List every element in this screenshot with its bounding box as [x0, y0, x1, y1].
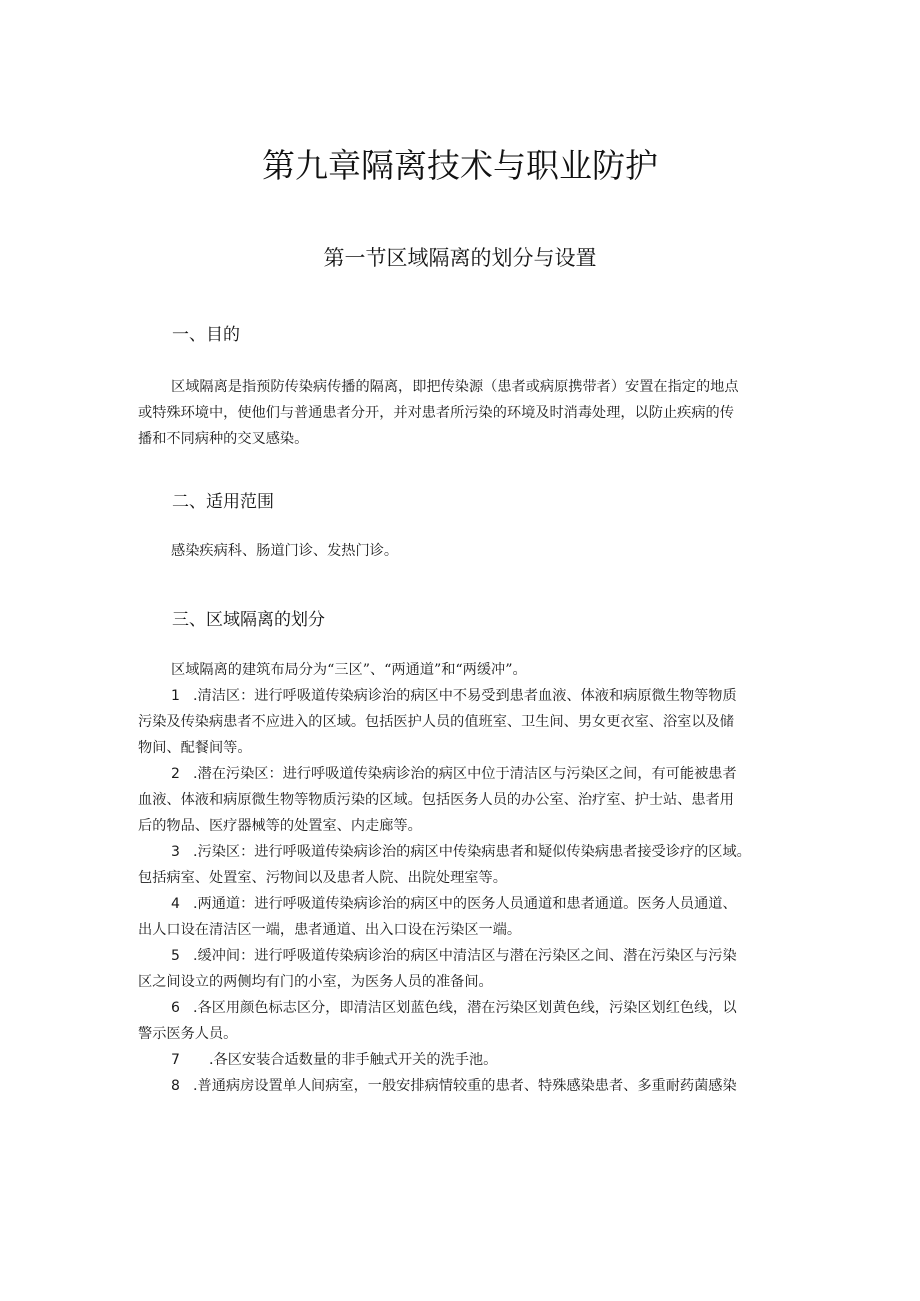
list-number: 6 [171, 1000, 180, 1016]
paragraph-intro: 区域隔离的建筑布局分为“三区”、“两通道”和“两缓冲”。 [171, 662, 527, 678]
paragraph-line: 播和不同病种的交叉感染。 [138, 431, 309, 447]
paragraph-line: 污染及传染病患者不应进入的区域。包括医护人员的值班室、卫生间、男女更衣室、浴室以及储 [138, 714, 734, 730]
paragraph-line: 区之间设立的两侧均有门的小室，为医务人员的准备间。 [138, 974, 493, 990]
list-item-text: .各区用颜色标志区分，即清洁区划蓝色线，潜在污染区划黄色线，污染区划红色线，以 [193, 1000, 737, 1016]
paragraph-line: 包括病室、处置室、污物间以及患者人院、出院处理室等。 [138, 870, 507, 886]
heading-purpose: 一、目的 [172, 325, 240, 345]
list-item-4 [138, 891, 798, 917]
section-title: 第一节区域隔离的划分与设置 [323, 246, 597, 270]
paragraph-line: 或特殊环境中，使他们与普通患者分开，并对患者所污染的环境及时消毒处理，以防止疾病的传 [138, 405, 734, 421]
chapter-title: 第九章隔离技术与职业防护 [262, 146, 658, 185]
paragraph-line: 感染疾病科、肠道门诊、发热门诊。 [171, 543, 399, 559]
list-item-5 [138, 943, 798, 969]
paragraph-line: 物间、配餐间等。 [138, 740, 252, 756]
heading-scope: 二、适用范围 [172, 492, 274, 512]
list-item-8 [138, 1073, 798, 1099]
list-item-1 [138, 683, 798, 709]
paragraph-line: 后的物品、医疗器械等的处置室、内走廊等。 [138, 818, 422, 834]
list-number: 4 [171, 896, 180, 912]
list-number: 8 [171, 1078, 180, 1094]
paragraph-line: 警示医务人员。 [138, 1026, 238, 1042]
list-item-text: .潜在污染区：进行呼吸道传染病诊治的病区中位于清洁区与污染区之间，有可能被患者 [193, 766, 737, 782]
paragraph-scope [138, 538, 798, 564]
list-item-text: .两通道：进行呼吸道传染病诊治的病区中的医务人员通道和患者通道。医务人员通道、 [193, 896, 737, 912]
list-item-text: .缓冲间：进行呼吸道传染病诊治的病区中清洁区与潜在污染区之间、潜在污染区与污染 [193, 948, 737, 964]
list-number: 5 [171, 948, 180, 964]
paragraph-purpose [138, 374, 798, 452]
list-item-7 [138, 1047, 798, 1073]
paragraph-line: 血液、体液和病原微生物等物质污染的区域。包括医务人员的办公室、治疗室、护士站、患者用 [138, 792, 734, 808]
list-number: 2 [171, 766, 180, 782]
list-number: 3 [171, 844, 180, 860]
heading-zoning: 三、区域隔离的划分 [172, 610, 325, 630]
paragraph-line: 区域隔离是指预防传染病传播的隔离，即把传染源（患者或病原携带者）安置在指定的地点 [171, 379, 739, 395]
list-item-text: .清洁区：进行呼吸道传染病诊治的病区中不易受到患者血液、体液和病原微生物等物质 [193, 688, 737, 704]
list-item-2 [138, 761, 798, 787]
list-number: 7 [171, 1052, 180, 1068]
paragraph-line: 出人口设在清洁区一端，患者通道、出入口设在污染区一端。 [138, 922, 522, 938]
list-number: 1 [171, 688, 180, 704]
list-item-text: .污染区：进行呼吸道传染病诊治的病区中传染病患者和疑似传染病患者接受诊疗的区域。 [193, 844, 751, 860]
paragraph-zoning [138, 657, 798, 1099]
list-item-6 [138, 995, 798, 1021]
list-item-3 [138, 839, 798, 865]
list-item-text: .各区安装合适数量的非手触式开关的洗手池。 [209, 1052, 498, 1068]
list-item-text: .普通病房设置单人间病室，一般安排病情较重的患者、特殊感染患者、多重耐药菌感染 [193, 1078, 737, 1094]
